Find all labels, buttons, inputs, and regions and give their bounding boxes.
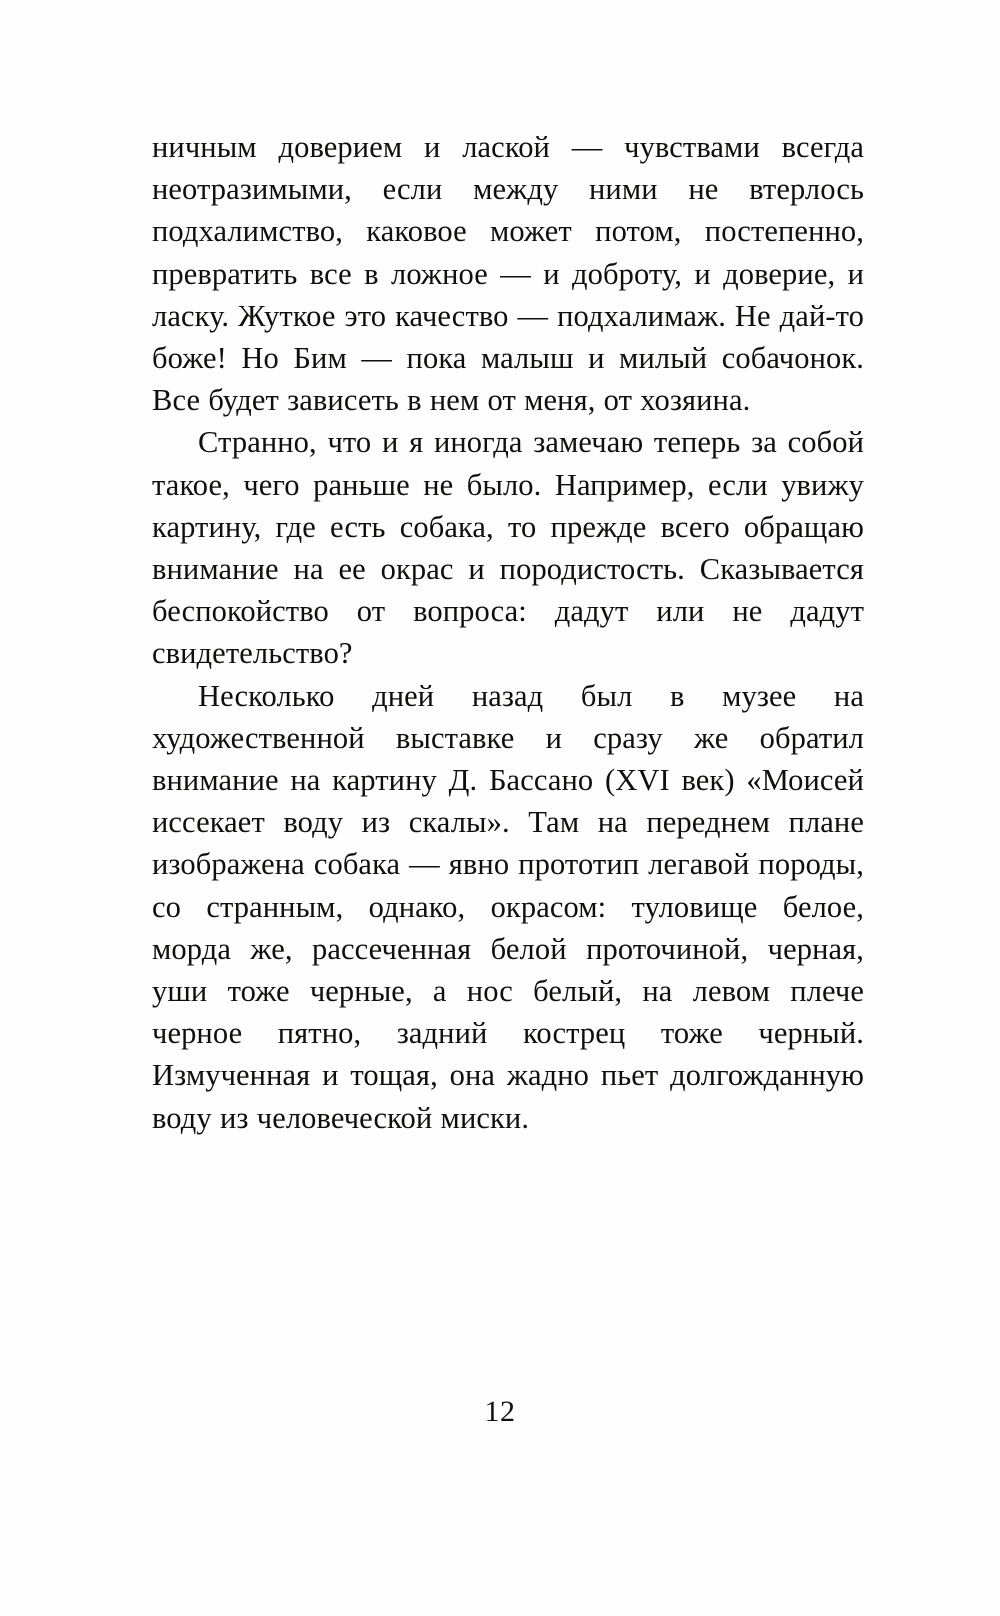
paragraph-museum: Несколько дней назад был в музее на художественной выставке и сразу же обратил внимание на картину Д. Бассано (XVI век) «Моисей иссекает воду из скалы». Там на переднем плане изображена собака — явно прототип легавой породы, со странным, однако, окрасом: туловище белое, морда же, рассеченная белой проточиной, черная, уши тоже черные, а нос белый, на левом плече черное пятно, задний кострец тоже черный. Измученная и тощая, она жадно пьет долгожданную воду из человеческой миски.: [152, 678, 864, 1135]
page-text-column: [152, 126, 864, 1139]
paragraph-continued: ничным доверием и лаской — чувствами всегда неотразимыми, если между ними не втерлось подхалимство, каковое может потом, постепенно, превратить все в ложное — и доброту, и доверие, и ласку. Жуткое это качество — подхалимаж. Не дай-то боже! Но Бим — пока малыш и милый собачонок. Все будет зависеть в нем от меня, от хозяина.: [152, 130, 864, 418]
page-number: 12: [484, 1395, 516, 1428]
paragraph-strange: Странно, что и я иногда замечаю теперь за собой такое, чего раньше не было. Например, если увижу картину, где есть собака, то прежде всего обращаю внимание на ее окрас и породистость. Сказывается беспокойство от вопроса: дадут или не дадут свидетельство?: [152, 425, 864, 671]
